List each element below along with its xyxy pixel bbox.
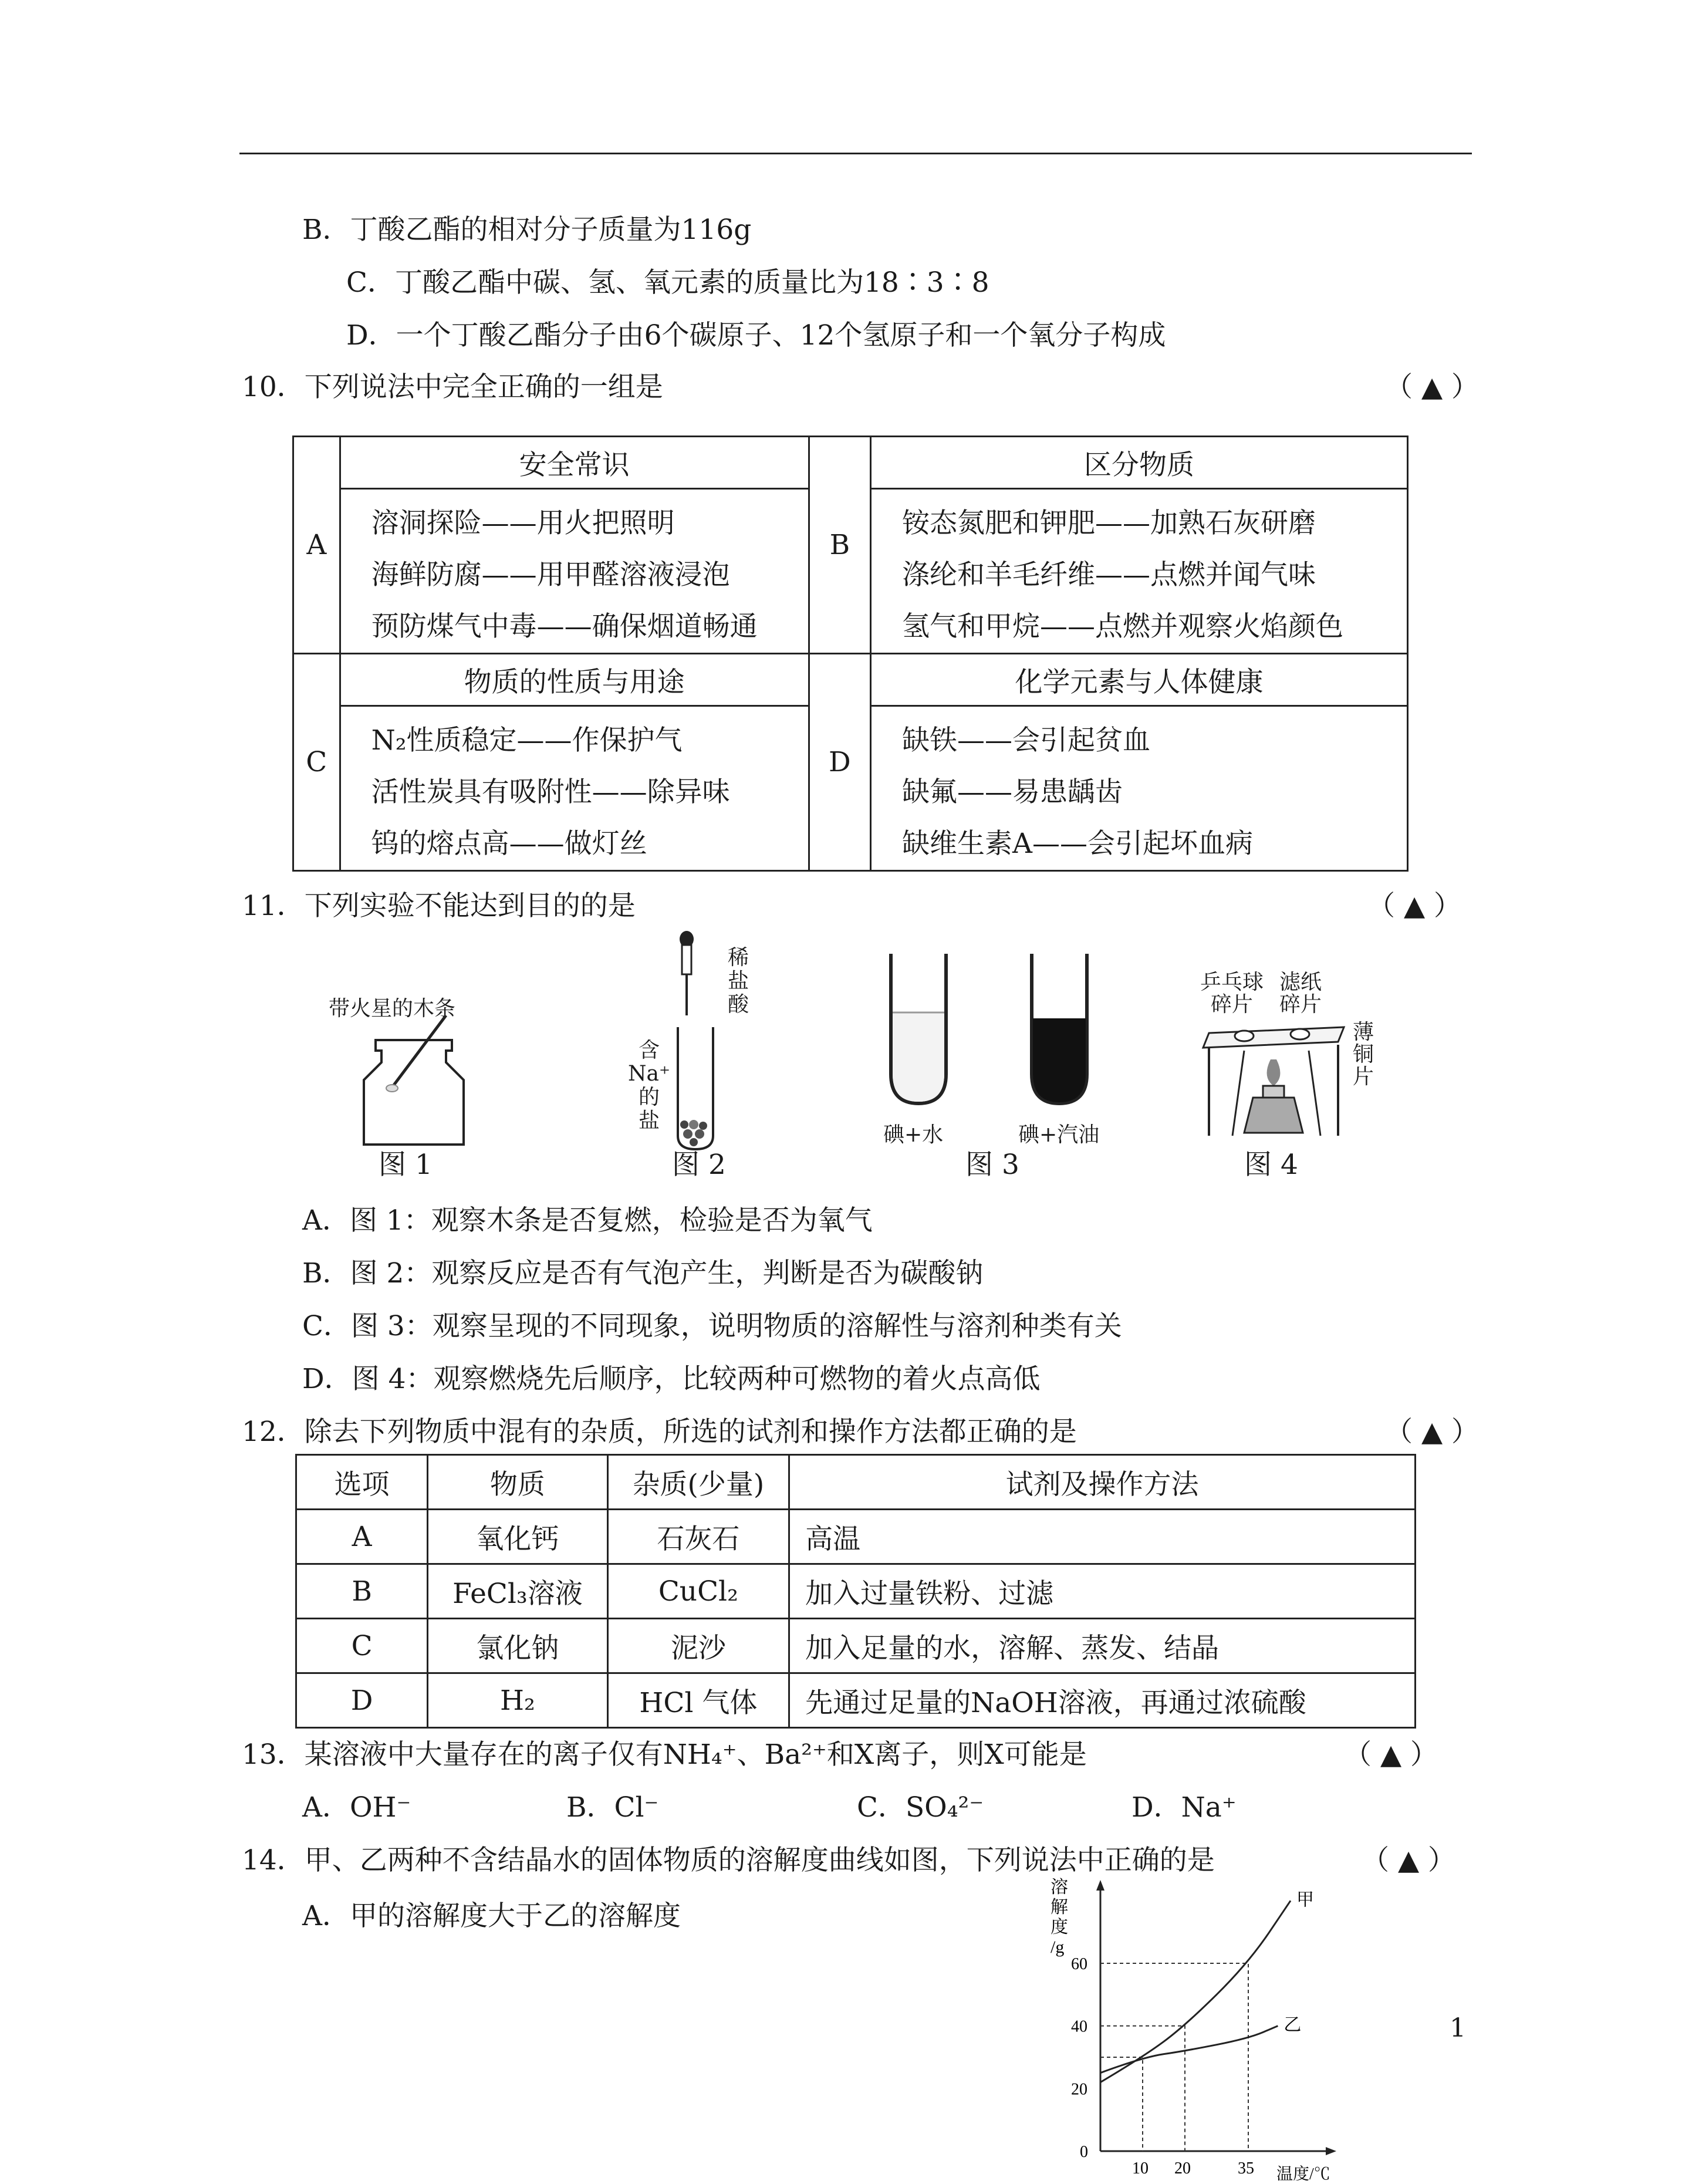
- series-label: 乙: [1283, 2015, 1302, 2035]
- q12-header-substance: 物质: [428, 1455, 607, 1510]
- q10-answer-mark: （ ▲ ）: [1385, 371, 1480, 403]
- y-axis-label: 溶: [1051, 1878, 1068, 1897]
- q10-group-c-letter: C: [293, 654, 340, 871]
- q10-item: 铵态氮肥和钾肥——加熟石灰研磨: [902, 507, 1316, 539]
- header-rule: [239, 153, 1472, 154]
- q11-stem: 11．下列实验不能达到目的的是: [242, 890, 636, 922]
- q11-option-c: C．图 3：观察呈现的不同现象，说明物质的溶解性与溶剂种类有关: [302, 1310, 1122, 1342]
- q12-header-method: 试剂及操作方法: [789, 1455, 1416, 1510]
- fig2-caption: 图 2: [672, 1149, 726, 1181]
- y-tick-label: 60: [1071, 1955, 1087, 1973]
- fig4-paper-label: 滤纸 碎片: [1279, 970, 1322, 1017]
- q10-item: 钨的熔点高——做灯丝: [371, 828, 647, 860]
- q10-item: 氢气和甲烷——点燃并观察火焰颜色: [902, 610, 1344, 643]
- q12-stem: 12．除去下列物质中混有的杂质，所选的试剂和操作方法都正确的是: [242, 1416, 1077, 1448]
- table-row: [296, 1510, 1416, 1564]
- fig4-tripod-burner: [1197, 1018, 1356, 1142]
- q14-option-a: A．甲的溶解度大于乙的溶解度: [302, 1900, 681, 1932]
- q10-group-a-heading: 安全常识: [340, 437, 809, 489]
- q10-group-c-items: [340, 706, 809, 871]
- x-tick-label: 10: [1132, 2159, 1149, 2178]
- q13-option-c: C．SO₄²⁻: [857, 1791, 984, 1824]
- q13-option-d: D．Na⁺: [1131, 1791, 1237, 1824]
- q12-cell: 石灰石: [607, 1510, 789, 1564]
- page-number: 1: [1450, 2013, 1466, 2043]
- q14-stem: 14．甲、乙两种不含结晶水的固体物质的溶解度曲线如图，下列说法中正确的是: [242, 1844, 1215, 1876]
- q10-group-d-items: [871, 706, 1408, 871]
- q10-item: 涤纶和羊毛纤维——点燃并闻气味: [902, 559, 1316, 591]
- table-row: [296, 1619, 1416, 1673]
- y-axis-label: 度: [1051, 1918, 1068, 1937]
- q10-group-d-letter: D: [809, 654, 870, 871]
- q13-answer-mark: （ ▲ ）: [1344, 1739, 1438, 1771]
- q10-item: 缺维生素A——会引起坏血病: [902, 828, 1253, 860]
- q10-table: [292, 436, 1408, 872]
- fig1-caption: 图 1: [379, 1149, 433, 1181]
- q9-option-c: C．丁酸乙酯中碳、氢、氧元素的质量比为18∶3∶8: [346, 266, 989, 299]
- q11-answer-mark: （ ▲ ）: [1367, 890, 1462, 922]
- x-axis-label: 温度/℃: [1276, 2165, 1330, 2180]
- q12-cell: HCl 气体: [607, 1673, 789, 1728]
- q10-item: 活性炭具有吸附性——除异味: [371, 776, 730, 808]
- y-tick-label: 40: [1071, 2017, 1087, 2036]
- q12-cell: CuCl₂: [607, 1564, 789, 1619]
- y-axis-arrow: [1096, 1880, 1104, 1891]
- fig3-caption: 图 3: [965, 1149, 1019, 1181]
- q12-answer-mark: （ ▲ ）: [1385, 1416, 1480, 1448]
- q10-item: 缺氟——易患龋齿: [902, 776, 1123, 808]
- q10-item: 溶洞探险——用火把照明: [371, 507, 675, 539]
- q10-group-a-letter: A: [293, 437, 340, 654]
- q10-group-a-items: [340, 489, 809, 654]
- fig3-tube-water: [886, 954, 951, 1106]
- fig4-pingpong-label: 乒乓球 碎片: [1200, 970, 1264, 1017]
- x-tick-label: 20: [1174, 2159, 1191, 2178]
- q10-item: 海鲜防腐——用甲醛溶液浸泡: [371, 559, 730, 591]
- q13-stem: 13．某溶液中大量存在的离子仅有NH₄⁺、Ba²⁺和X离子，则X可能是: [242, 1739, 1087, 1771]
- q12-cell: 加入足量的水，溶解、蒸发、结晶: [789, 1619, 1416, 1673]
- table-row: [296, 1673, 1416, 1728]
- q12-cell: B: [296, 1564, 428, 1619]
- q10-item: 预防煤气中毒——确保烟道畅通: [371, 610, 758, 643]
- fig1-label: 带火星的木条: [329, 997, 456, 1021]
- x-axis-arrow: [1326, 2147, 1336, 2155]
- q9-option-d: D．一个丁酸乙酯分子由6个碳原子、12个氢原子和一个氧分子构成: [346, 319, 1166, 352]
- q10-group-b-items: [871, 489, 1408, 654]
- q12-header-impurity: 杂质(少量): [607, 1455, 789, 1510]
- q12-cell: C: [296, 1619, 428, 1673]
- x-tick-label: 35: [1238, 2159, 1254, 2178]
- q9-option-b: B．丁酸乙酯的相对分子质量为116g: [302, 214, 752, 246]
- q12-cell: 先通过足量的NaOH溶液，再通过浓硫酸: [789, 1673, 1416, 1728]
- q10-group-b-heading: 区分物质: [871, 437, 1408, 489]
- q13-option-a: A．OH⁻: [302, 1791, 411, 1824]
- q12-cell: A: [296, 1510, 428, 1564]
- q13-option-b: B．Cl⁻: [566, 1791, 659, 1824]
- q10-item: N₂性质稳定——作保护气: [371, 724, 683, 757]
- solubility-chart: [1051, 1875, 1344, 2180]
- q12-cell: 加入过量铁粉、过滤: [789, 1564, 1416, 1619]
- q12-header-option: 选项: [296, 1455, 428, 1510]
- q10-group-d-heading: 化学元素与人体健康: [871, 654, 1408, 706]
- origin-label: 0: [1080, 2143, 1088, 2161]
- fig1-gas-bottle: [352, 1015, 481, 1150]
- fig4-copper-label: 薄 铜 片: [1353, 1020, 1374, 1089]
- q12-cell: D: [296, 1673, 428, 1728]
- fig2-acid-label: 稀 盐 酸: [728, 946, 749, 1017]
- q14-answer-mark: （ ▲ ）: [1362, 1844, 1456, 1876]
- q12-cell: H₂: [428, 1673, 607, 1728]
- q12-table: [295, 1454, 1416, 1729]
- q10-group-c-heading: 物质的性质与用途: [340, 654, 809, 706]
- table-row: [296, 1564, 1416, 1619]
- q12-cell: 高温: [789, 1510, 1416, 1564]
- y-axis-label: /g: [1051, 1937, 1065, 1957]
- q11-option-d: D．图 4：观察燃烧先后顺序，比较两种可燃物的着火点高低: [302, 1363, 1041, 1395]
- q10-item: 缺铁——会引起贫血: [902, 724, 1151, 757]
- fig3-tube-gasoline: [1027, 954, 1092, 1106]
- q12-cell: 氯化钠: [428, 1619, 607, 1673]
- q11-option-a: A．图 1：观察木条是否复燃，检验是否为氧气: [302, 1204, 873, 1237]
- fig3-label-right: 碘+汽油: [1018, 1123, 1100, 1147]
- fig3-label-left: 碘+水: [883, 1123, 944, 1147]
- q12-cell: FeCl₃溶液: [428, 1564, 607, 1619]
- fig2-salt-label: 含 Na⁺ 的 盐: [628, 1038, 670, 1133]
- series-line-0: [1100, 1901, 1291, 2082]
- q10-group-b-letter: B: [809, 437, 870, 654]
- series-label: 甲: [1296, 1890, 1314, 1910]
- y-tick-label: 20: [1071, 2080, 1087, 2099]
- q12-cell: 泥沙: [607, 1619, 789, 1673]
- q12-cell: 氧化钙: [428, 1510, 607, 1564]
- y-axis-label: 解: [1051, 1898, 1068, 1917]
- fig4-caption: 图 4: [1244, 1149, 1298, 1181]
- q10-stem: 10．下列说法中完全正确的一组是: [242, 371, 663, 403]
- q11-option-b: B．图 2：观察反应是否有气泡产生，判断是否为碳酸钠: [302, 1257, 984, 1290]
